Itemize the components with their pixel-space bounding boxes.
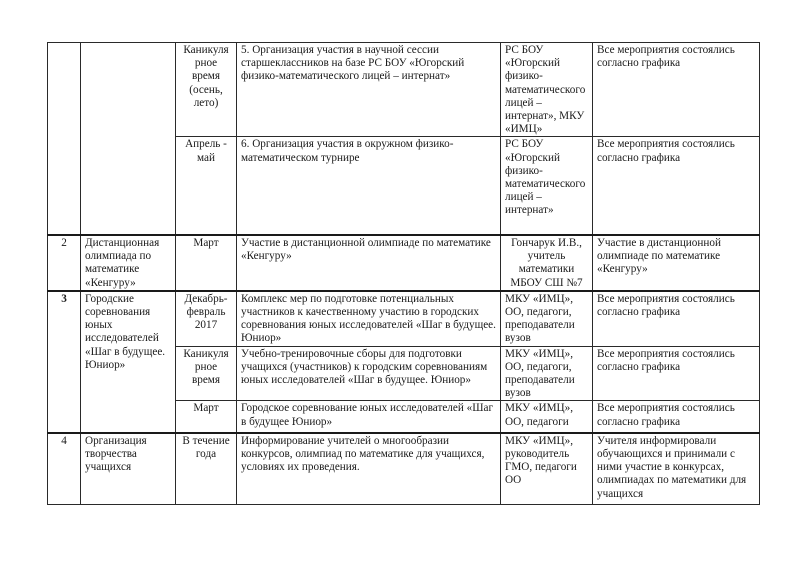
result-cell: Все мероприятия состоялись согласно графика <box>593 291 760 346</box>
table-row <box>48 291 760 346</box>
row-number: 2 <box>48 235 81 291</box>
event-cell: Участие в дистанционной олимпиаде по математике «Кенгуру» <box>237 235 501 291</box>
responsible-cell: Гончарук И.В., учитель математики МБОУ СШ №7 <box>501 235 593 291</box>
activity-title <box>81 43 176 235</box>
event-cell: Информирование учителей о многообразии конкурсов, олимпиад по математике для учащихся, условиях их проведения. <box>237 433 501 505</box>
activity-title: Дистанционная олимпиада по математике «Кенгуру» <box>81 235 176 291</box>
result-cell: Все мероприятия состоялись согласно графика <box>593 401 760 433</box>
period-cell: Март <box>176 235 237 291</box>
responsible-cell: МКУ «ИМЦ», ОО, педагоги, преподаватели вузов <box>501 346 593 401</box>
result-cell: Участие в дистанционной олимпиаде по математике «Кенгуру» <box>593 235 760 291</box>
responsible-cell: МКУ «ИМЦ», ОО, педагоги, преподаватели вузов <box>501 291 593 346</box>
activity-title: Организация творчества учащихся <box>81 433 176 505</box>
responsible-cell: МКУ «ИМЦ», ОО, педагоги <box>501 401 593 433</box>
responsible-cell: РС БОУ «Югорский физико-математического лицей – интернат» <box>501 137 593 235</box>
responsible-cell: МКУ «ИМЦ», руководитель ГМО, педагоги ОО <box>501 433 593 505</box>
result-cell: Все мероприятия состоялись согласно графика <box>593 137 760 235</box>
table-row <box>48 43 760 137</box>
event-cell: Городское соревнование юных исследователей «Шаг в будущее Юниор» <box>237 401 501 433</box>
activities-table <box>47 42 760 505</box>
row-number: 3 <box>48 291 81 433</box>
table-row <box>48 235 760 291</box>
table-row <box>48 433 760 505</box>
period-cell: Апрель - май <box>176 137 237 235</box>
result-cell: Все мероприятия состоялись согласно графика <box>593 346 760 401</box>
result-cell: Учителя информировали обучающихся и принимали с ними участие в конкурсах, олимпиадах по математики для учащихся <box>593 433 760 505</box>
period-cell: Март <box>176 401 237 433</box>
row-number <box>48 43 81 235</box>
period-cell: Каникуля рное время <box>176 346 237 401</box>
activity-title: Городские соревнования юных исследователей «Шаг в будущее. Юниор» <box>81 291 176 433</box>
row-number: 4 <box>48 433 81 505</box>
result-cell: Все мероприятия состоялись согласно графика <box>593 43 760 137</box>
period-cell: Каникуля рное время (осень, лето) <box>176 43 237 137</box>
event-cell: Учебно-тренировочные сборы для подготовки учащихся (участников) к городским соревнованиям юных исследователей «Шаг в будущее. Юниор» <box>237 346 501 401</box>
event-cell: 5. Организация участия в научной сессии старшеклассников на базе РС БОУ «Югорский физико-математического лицей – интернат» <box>237 43 501 137</box>
event-cell: Комплекс мер по подготовке потенциальных участников к качественному участию в городских соревнования юных исследователей «Шаг в будущее. Юниор» <box>237 291 501 346</box>
responsible-cell: РС БОУ «Югорский физико-математического лицей – интернат», МКУ «ИМЦ» <box>501 43 593 137</box>
period-cell: Декабрь-февраль 2017 <box>176 291 237 346</box>
period-cell: В течение года <box>176 433 237 505</box>
event-cell: 6. Организация участия в окружном физико-математическом турнире <box>237 137 501 235</box>
